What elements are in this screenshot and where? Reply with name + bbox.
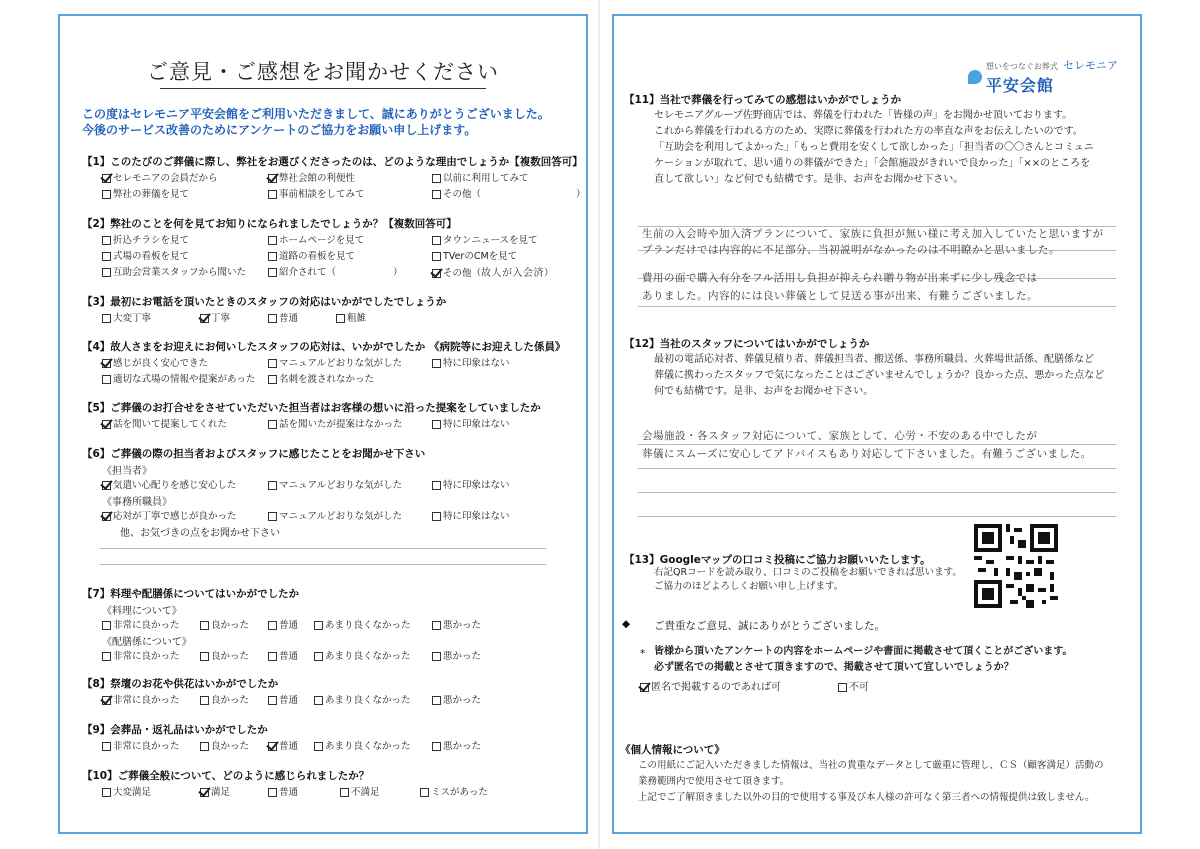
q1-option[interactable]: 弊社会館の利便性 (268, 170, 355, 184)
q9-option[interactable]: 普通 (268, 738, 298, 752)
checked-box-icon (102, 512, 111, 521)
q7-option[interactable]: 良かった (200, 617, 249, 631)
qr-code-icon[interactable] (974, 524, 1058, 608)
answer-line[interactable] (638, 468, 1116, 469)
q3-option[interactable]: 大変丁寧 (102, 310, 151, 324)
checkbox-icon[interactable] (268, 190, 277, 199)
question-6: 【6】ご葬儀の際の担当者およびスタッフに感じたことをお聞かせ下さい (82, 448, 426, 460)
q9-option[interactable]: あまり良くなかった (314, 738, 411, 752)
handwritten-answer: ありました。内容的には良い葬儀として見送る事が出来、有難うございました。 (642, 290, 1038, 302)
q6-option[interactable]: マニュアルどおりな気がした (268, 508, 402, 522)
q8-option[interactable]: 悪かった (432, 692, 481, 706)
q7-option[interactable]: 悪かった (432, 648, 481, 662)
q5-option[interactable]: 話を聞いて提案してくれた (102, 416, 227, 430)
handwritten-answer: 費用の面で購入有分をフル活用し負担が抑えられ贈り物が出来ずに少し残念では (642, 272, 1038, 284)
privacy-title: 《個人情報について》 (620, 744, 725, 756)
q3-option[interactable]: 粗雑 (336, 310, 366, 324)
checkbox-icon[interactable] (432, 174, 441, 183)
q10-option[interactable]: 不満足 (340, 784, 380, 798)
q6-option[interactable]: 気遣い心配りを感じ安心した (102, 477, 237, 491)
q7-option[interactable]: 非常に良かった (102, 617, 180, 631)
question-1: 【1】このたびのご葬儀に際し、弊社をお選びくださったのは、どのような理由でしょうか【複数回答可】 (82, 156, 583, 168)
asterisk-icon: * (640, 648, 646, 660)
question-3: 【3】最初にお電話を頂いたときのスタッフの対応はいかがでしたでしょうか (82, 296, 447, 308)
q8-option[interactable]: 普通 (268, 692, 298, 706)
checked-box-icon (102, 359, 111, 368)
q6-subheading: 《事務所職員》 (102, 497, 172, 508)
q11-description: セレモニアグループ佐野商店では、葬儀を行われた「皆様の声」をお聞かせ頂いております。 これから葬儀を行われる方のため、実際に葬儀を行われた方の率直な声をお伝えしたいのです。 「互助会を利用してよかった」「もっと費用を安くして欲しかった」「担当者の〇〇さんとコミュニ ケーションが取れて、思い通りの葬儀ができた」「会館施設がきれいで良かった」「××のところを 直して欲しい」など何でも結構です。是非、お声をお聞かせ下さい。 (654, 110, 1094, 185)
answer-line[interactable] (638, 444, 1116, 445)
question-4: 【4】故人さまをお迎えにお伺いしたスタッフの応対は、いかがでしたか 《病院等にお迎えした係員》 (82, 341, 566, 353)
q5-option[interactable]: 特に印象はない (432, 416, 510, 430)
q3-option[interactable]: 丁寧 (200, 310, 230, 324)
answer-line[interactable] (638, 306, 1116, 307)
q10-option[interactable]: 満足 (200, 784, 230, 798)
q2-option[interactable]: 互助会営業スタッフから聞いた (102, 264, 246, 278)
q8-option[interactable]: あまり良くなかった (314, 692, 411, 706)
q2-option[interactable]: その他（故人が入会済） (432, 264, 554, 279)
handwritten-answer: 葬儀にスムーズに安心してアドバイスもあり対応して下さいました。有難うございました。 (642, 448, 1092, 460)
question-8: 【8】祭壇のお花や供花はいかがでしたか (82, 678, 279, 690)
q6-subheading: 《担当者》 (102, 466, 152, 477)
q7-option[interactable]: 普通 (268, 648, 298, 662)
q8-option[interactable]: 良かった (200, 692, 249, 706)
q5-option[interactable]: 話を聞いたが提案はなかった (268, 416, 403, 430)
checkbox-icon[interactable] (102, 190, 111, 199)
q1-option[interactable]: 弊社の葬儀を見て (102, 186, 189, 200)
q4-option[interactable]: 感じが良く安心できた (102, 355, 208, 369)
answer-line[interactable] (100, 548, 546, 549)
q1-option[interactable]: 以前に利用してみて (432, 170, 529, 184)
consent-option-deny[interactable]: 不可 (838, 678, 869, 693)
checkbox-icon[interactable] (432, 190, 441, 199)
consent-question: 皆様から頂いたアンケートの内容をホームページや書面に掲載させて頂くことがございます。 必ず匿名での掲載とさせて頂きますので、掲載させて頂いて宜しいでしょうか？ (654, 646, 1073, 673)
q7-subheading: 《料理について》 (102, 606, 182, 617)
q1-option[interactable]: 事前相談をしてみて (268, 186, 365, 200)
q7-option[interactable]: 悪かった (432, 617, 481, 631)
q7-option[interactable]: 良かった (200, 648, 249, 662)
checkbox-icon (838, 683, 847, 692)
q2-option[interactable]: TVerのCMを見て (432, 248, 517, 262)
answer-line[interactable] (638, 492, 1116, 493)
privacy-body: この用紙にご記入いただきました情報は、当社の貴重なデータとして厳重に管理し、ＣＳ（顧客満足）活動の 業務範囲内で使用させて頂きます。 上記でご了解頂きました以外の目的で使用する事及び本人様の許可なく第三者への情報提供は致しません。 (638, 760, 1104, 803)
title-underline (160, 88, 486, 89)
answer-line[interactable] (638, 516, 1116, 517)
brand-logo: 想いをつなぐお葬式 セレモニア 平安会館 (986, 54, 1118, 96)
right-page (612, 14, 1142, 834)
q7-subheading: 《配膳係について》 (102, 637, 192, 648)
question-12: 【12】当社のスタッフについてはいかがでしょうか (624, 338, 870, 350)
checked-box-icon (640, 683, 649, 692)
checked-box-icon (102, 481, 111, 490)
q6-option[interactable]: 特に印象はない (432, 508, 510, 522)
q13-description: 右記QRコードを読み取り、口コミのご投稿をお願いできれば思います。 ご協力のほどよろしくお願い申し上げます。 (654, 567, 962, 592)
q6-option[interactable]: 応対が丁寧で感じが良かった (102, 508, 237, 522)
checked-box-icon (200, 788, 209, 797)
q7-option[interactable]: あまり良くなかった (314, 617, 411, 631)
q4-option[interactable]: 特に印象はない (432, 355, 510, 369)
checked-box-icon (102, 696, 111, 705)
checked-box-icon[interactable] (102, 174, 111, 183)
handwritten-answer: 会場施設・各スタッフ対応について、家族として、心労・不安のある中でしたが (642, 430, 1038, 442)
question-10: 【10】ご葬儀全般について、どのように感じられましたか？ (82, 770, 370, 782)
checked-box-icon (268, 742, 277, 751)
question-11: 【11】当社で葬儀を行ってみての感想はいかがでしょうか (624, 94, 902, 106)
consent-option-allow[interactable]: 匿名で掲載するのであれば可 (640, 678, 781, 693)
answer-line[interactable] (100, 564, 546, 565)
diamond-icon: ◆ (622, 618, 631, 630)
q1-option[interactable]: その他（ ） (432, 186, 586, 200)
q2-option[interactable]: 式場の看板を見て (102, 248, 189, 262)
left-page (58, 14, 588, 834)
logo-mark-icon (968, 70, 982, 84)
q2-option[interactable]: 折込チラシを見て (102, 232, 189, 246)
page-title: ご意見・ご感想をお聞かせください (147, 60, 499, 84)
q6-option[interactable]: 特に印象はない (432, 477, 510, 491)
checked-box-icon (102, 420, 111, 429)
q3-option[interactable]: 普通 (268, 310, 298, 324)
q9-option[interactable]: 良かった (200, 738, 249, 752)
q4-option[interactable]: マニュアルどおりな気がした (268, 355, 402, 369)
q4-option[interactable]: 名刺を渡されなかった (268, 371, 374, 385)
q4-option[interactable]: 適切な式場の情報や提案があった (102, 371, 255, 385)
handwritten-answer: 生前の入会時や加入済プランについて、家族に負担が無い様に考え加入していたと思いますが (642, 228, 1104, 240)
question-2: 【2】弊社のことを何を見てお知りになられましたでしょうか？【複数回答可】 (82, 218, 457, 230)
q1-option[interactable]: セレモニアの会員だから (102, 170, 218, 184)
q10-option[interactable]: 大変満足 (102, 784, 151, 798)
question-13: 【13】Googleマップの口コミ投稿にご協力お願いいたします。 (624, 554, 931, 566)
q7-option[interactable]: 普通 (268, 617, 298, 631)
handwritten-answer: 故人が入会済 (481, 268, 545, 279)
checked-box-icon (200, 314, 209, 323)
page-fold (598, 0, 600, 849)
q6-option[interactable]: マニュアルどおりな気がした (268, 477, 402, 491)
q9-option[interactable]: 悪かった (432, 738, 481, 752)
q2-option[interactable]: タウンニュースを見て (432, 232, 538, 246)
q2-option[interactable]: 紹介されて（ ） (268, 264, 403, 278)
question-5: 【5】ご葬儀のお打合せをさせていただいた担当者はお客様の想いに沿った提案をしていましたか (82, 402, 541, 414)
q9-option[interactable]: 非常に良かった (102, 738, 180, 752)
checked-box-icon (432, 269, 441, 278)
q7-option[interactable]: あまり良くなかった (314, 648, 411, 662)
q2-option[interactable]: ホームページを見て (268, 232, 364, 246)
question-9: 【9】会葬品・返礼品はいかがでしたか (82, 724, 268, 736)
q8-option[interactable]: 非常に良かった (102, 692, 180, 706)
intro-text: この度はセレモニア平安会館をご利用いただきまして、誠にありがとうございました。 今後のサービス改善のためにアンケートのご協力をお願い申し上げます。 (82, 107, 550, 137)
q6-other-prompt: 他、お気づきの点をお聞かせ下さい (120, 528, 280, 539)
q12-description: 最初の電話応対者、葬儀見積り者、葬儀担当者、搬送係、事務所職員、火葬場世話係、配膳係など 葬儀に携わったスタッフで気になったことはございませんでしょうか？良かった点、悪かった点など 何でも結構です。是非、お声をお聞かせ下さい。 (654, 354, 1105, 397)
thanks-message: ご貴重なご意見、誠にありがとうございました。 (654, 620, 885, 632)
checked-box-icon[interactable] (268, 174, 277, 183)
q10-option[interactable]: ミスがあった (420, 784, 488, 798)
q2-option[interactable]: 道路の看板を見て (268, 248, 355, 262)
q7-option[interactable]: 非常に良かった (102, 648, 180, 662)
q10-option[interactable]: 普通 (268, 784, 298, 798)
handwritten-answer: プランだけでは内容的に不足部分、当初説明がなかったのは不明瞭かと思いました。 (642, 244, 1060, 256)
question-7: 【7】料理や配膳係についてはいかがでしたか (82, 588, 300, 600)
